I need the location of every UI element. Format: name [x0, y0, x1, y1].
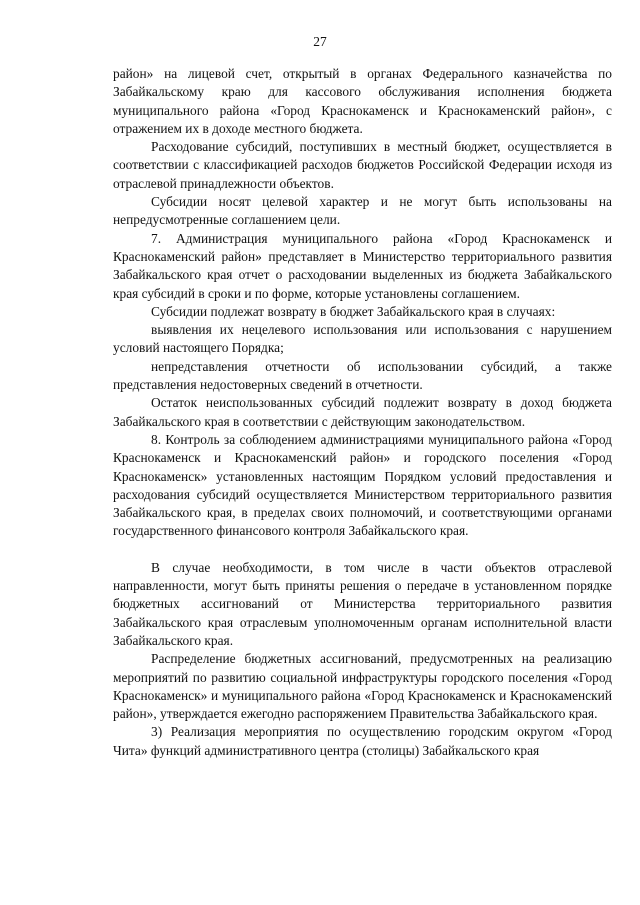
paragraph-unused-balance: Остаток неиспользованных субсидий подлежит возврату в доход бюджета Забайкальского края в соответствии с действующим законодательством.	[113, 395, 612, 429]
paragraph-refund-no-report: непредставления отчетности об использовании субсидий, а также представления недостоверных сведений в отчетности.	[113, 358, 612, 393]
paragraph-account-transfer: район» на лицевой счет, открытый в органах Федерального казначейства по Забайкальскому краю для кассового обслуживания исполнения бюджета муниципального района «Город Краснокаменск и Краснокаменский район», с отражением их в доходе местного бюджета.	[113, 66, 612, 136]
document-body	[113, 65, 612, 760]
paragraph-section-3-heading: 3) Реализация мероприятия по осуществлению городским округом «Город Чита» функций административного центра (столицы) Забайкальского края	[113, 724, 612, 758]
paragraph-budget-distribution: Распределение бюджетных ассигнований, предусмотренных на реализацию мероприятий по развитию социальной инфраструктуры городского поселения «Город Краснокаменск» и муниципального района «Город Краснокаменск и Краснокаменский район», утверждается ежегодно распоряжением Правительства Забайкальского края.	[113, 651, 612, 722]
paragraph-refund-cases: Субсидии подлежат возврату в бюджет Забайкальского края в случаях:	[151, 303, 556, 319]
paragraph-subsidy-spending: Расходование субсидий, поступивших в местный бюджет, осуществляется в соответствии с классификацией расходов бюджетов Российской Федерации исходя из отраслевой принадлежности объектов.	[113, 139, 612, 191]
paragraph-clause-7-report: 7. Администрация муниципального района «Город Краснокаменск и Краснокаменский район» представляет в Министерство территориального развития Забайкальского края отчет о расходовании выделенных из бюджета Забайкальского края субсидий в сроки и по форме, которые установлены соглашением.	[113, 230, 612, 301]
paragraph-refund-misuse: выявления их нецелевого использования или использования с нарушением условий настоящего Порядка;	[113, 322, 612, 356]
paragraph-allocation-transfer: В случае необходимости, в том числе в части объектов отраслевой направленности, могут быть приняты решения о передаче в установленном порядке бюджетных ассигнований от Министерства территориального развития Забайкальского края отраслевым уполномоченным органам исполнительной власти Забайкальского края.	[113, 559, 612, 648]
paragraph-subsidy-purpose: Субсидии носят целевой характер и не могут быть использованы на непредусмотренные соглашением цели.	[113, 194, 612, 228]
page-number: 27	[313, 34, 327, 49]
paragraph-clause-8-control: 8. Контроль за соблюдением администрациями муниципального района «Город Краснокаменск и Краснокаменский район» и городского поселения «Город Краснокаменск» установленных настоящим Порядком условий предоставления и расходования субсидий осуществляется Министерством территориального развития Забайкальского края, в пределах своих полномочий, и соответствующими органами государственного финансового контроля Забайкальского края.	[113, 431, 612, 539]
